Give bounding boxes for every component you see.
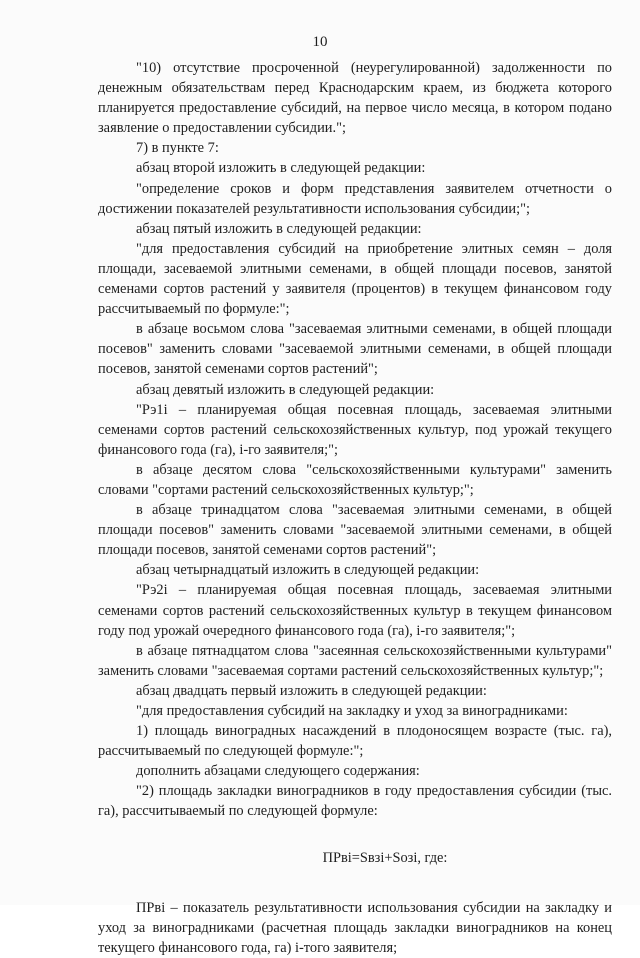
paragraph: абзац второй изложить в следующей редакции: — [136, 160, 426, 177]
paragraph: "2) площадь закладки виноградников в году предоставления субсидии (тыс. га), рассчитываемый по следующей формуле: — [98, 783, 612, 820]
document-body — [98, 58, 612, 958]
paragraph: "Рэ2i – планируемая общая посевная площадь, засеваемая элитными семенами сортов растений сельскохозяйственных культур в текущем финансовом году под урожай очередного финансового года (га), i-го заявителя;"; — [98, 582, 612, 639]
paragraph: ПРвi – показатель результативности использования субсидии на закладку и уход за виноградниками (расчетная площадь закладки виноградников на конец текущего финансового года, га) i-того заявителя; — [98, 899, 612, 956]
paragraph: в абзаце десятом слова "сельскохозяйственными культурами" заменить словами "сортами растений сельскохозяйственных культур;"; — [98, 461, 612, 498]
paragraph: абзац двадцать первый изложить в следующей редакции: — [136, 682, 487, 699]
formula: ПРвi=Sвзi+Sозi, где: — [322, 849, 448, 866]
paragraph: "Рэ1i – планируемая общая посевная площадь, засеваемая элитными семенами сортов растений сельскохозяйственных культур, под урожай текущего финансового года (га), i-го заявителя;"; — [98, 401, 612, 458]
page-number: 10 — [312, 34, 328, 50]
paragraph: в абзаце пятнадцатом слова "засеянная сельскохозяйственными культурами" заменить словами "засеваемая сортами растений сельскохозяйственных культур;"; — [98, 642, 612, 679]
paragraph: 7) в пункте 7: — [136, 140, 219, 157]
paragraph: "определение сроков и форм представления заявителем отчетности о достижении показателей результативности использования субсидии;"; — [98, 180, 612, 217]
paragraph: "для предоставления субсидий на закладку и уход за виноградниками: — [136, 703, 568, 719]
paragraph: абзац девятый изложить в следующей редакции: — [136, 381, 435, 398]
paragraph: 1) площадь виноградных насаждений в плодоносящем возрасте (тыс. га), рассчитываемый по следующей формуле:"; — [98, 723, 612, 760]
paragraph: "для предоставления субсидий на приобретение элитных семян – доля площади, засеваемой элитными семенами, в общей площади посевов, занятой семенами сортов растений у заявителя (процентов) в текущем финансовом году рассчитываемый по формуле:"; — [98, 240, 612, 318]
paragraph: в абзаце восьмом слова "засеваемая элитными семенами, в общей площади посевов" заменить словами "засеваемой элитными семенами, в общей площади посевов, занятой семенами сортов растений"; — [98, 321, 612, 378]
paragraph: в абзаце тринадцатом слова "засеваемая элитными семенами, в общей площади посевов" заменить словами "засеваемой элитными семенами, в общей площади посевов, занятой семенами сортов растений"; — [98, 502, 612, 559]
paragraph: абзац пятый изложить в следующей редакции: — [136, 220, 422, 237]
paragraph: абзац четырнадцатый изложить в следующей редакции: — [136, 562, 480, 579]
paragraph: "10) отсутствие просроченной (неурегулированной) задолженности по денежным обязательствам перед Краснодарским краем, из бюджета которого планируется предоставление субсидий, на первое число месяца, в котором подано заявление о предоставлении субсидии."; — [98, 60, 612, 137]
paragraph: дополнить абзацами следующего содержания: — [136, 763, 420, 780]
